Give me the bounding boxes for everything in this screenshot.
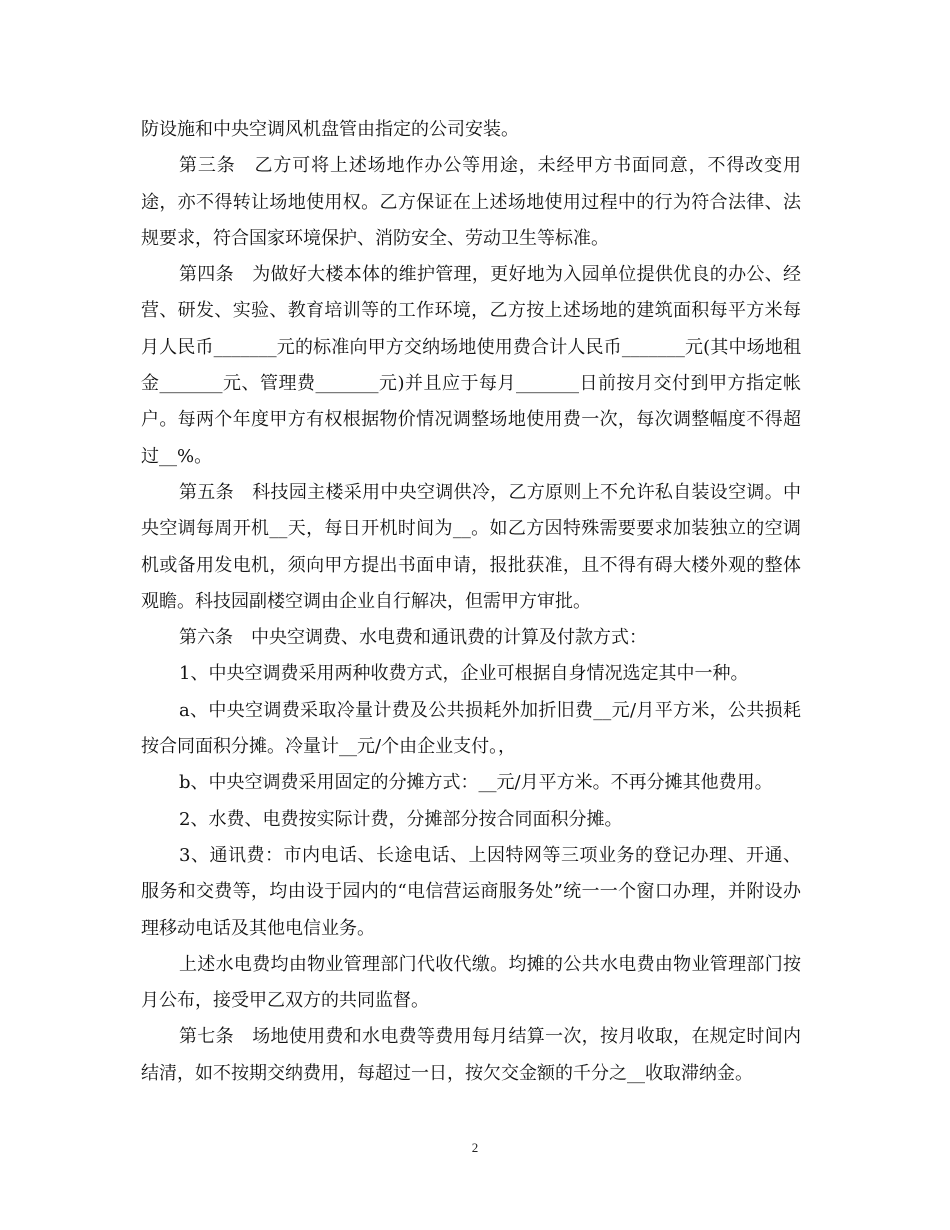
paragraph-article-5: 第五条 科技园主楼采用中央空调供冷，乙方原则上不允许私自装设空调。中央空调每周开机__天，每日开机时间为__。如乙方因特殊需要要求加装独立的空调机或备用发电机，须向甲方提出书面申请，报批获准，且不得有碍大楼外观的整体观瞻。科技园副楼空调由企业自行解决，但需甲方审批。 [141, 481, 801, 612]
paragraph-item-2: 2、水费、电费按实际计费，分摊部分按合同面积分摊。 [179, 808, 623, 830]
paragraph-article-7: 第七条 场地使用费和水电费等费用每月结算一次，按月收取，在规定时间内结清，如不按期交纳费用，每超过一日，按欠交金额的千分之__收取滞纳金。 [141, 1026, 801, 1084]
paragraph-item-b: b、中央空调费采用固定的分摊方式：__元/月平方米。不再分摊其他费用。 [179, 772, 773, 794]
paragraph-item-3: 3、通讯费：市内电话、长途电话、上因特网等三项业务的登记办理、开通、服务和交费等，均由设于园内的“电信营运商服务处”统一一个窗口办理，并附设办理移动电话及其他电信业务。 [141, 844, 801, 939]
document-body [141, 112, 801, 1092]
paragraph-continuation: 防设施和中央空调风机盘管由指定的公司安装。 [141, 119, 519, 140]
paragraph-article-3: 第三条 乙方可将上述场地作办公等用途，未经甲方书面同意，不得改变用途，亦不得转让场地使用权。乙方保证在上述场地使用过程中的行为符合法律、法规要求，符合国家环境保护、消防安全、劳动卫生等标准。 [141, 155, 801, 249]
paragraph-utility-collection: 上述水电费均由物业管理部门代收代缴。均摊的公共水电费由物业管理部门按月公布，接受甲乙双方的共同监督。 [141, 953, 801, 1012]
paragraph-item-a: a、中央空调费采取冷量计费及公共损耗外加折旧费__元/月平方米，公共损耗按合同面积分摊。冷量计__元/个由企业支付。， [141, 699, 801, 758]
paragraph-article-6: 第六条 中央空调费、水电费和通讯费的计算及付款方式： [179, 627, 647, 649]
paragraph-article-4: 第四条 为做好大楼本体的维护管理，更好地为入园单位提供优良的办公、经营、研发、实验、教育培训等的工作环境，乙方按上述场地的建筑面积每平方米每月人民币_______元的标准向甲方交纳场地使用费合计人民币_______元(其中场地租金_______元、管理费_______元)并且应于每月_______日前按月交付到甲方指定帐户。每两个年度甲方有权根据物价情况调整场地使用费一次，每次调整幅度不得超过__%。 [141, 264, 801, 467]
page-number: 2 [471, 1140, 479, 1155]
paragraph-item-1: 1、中央空调费采用两种收费方式，企业可根据自身情况选定其中一种。 [179, 663, 749, 685]
